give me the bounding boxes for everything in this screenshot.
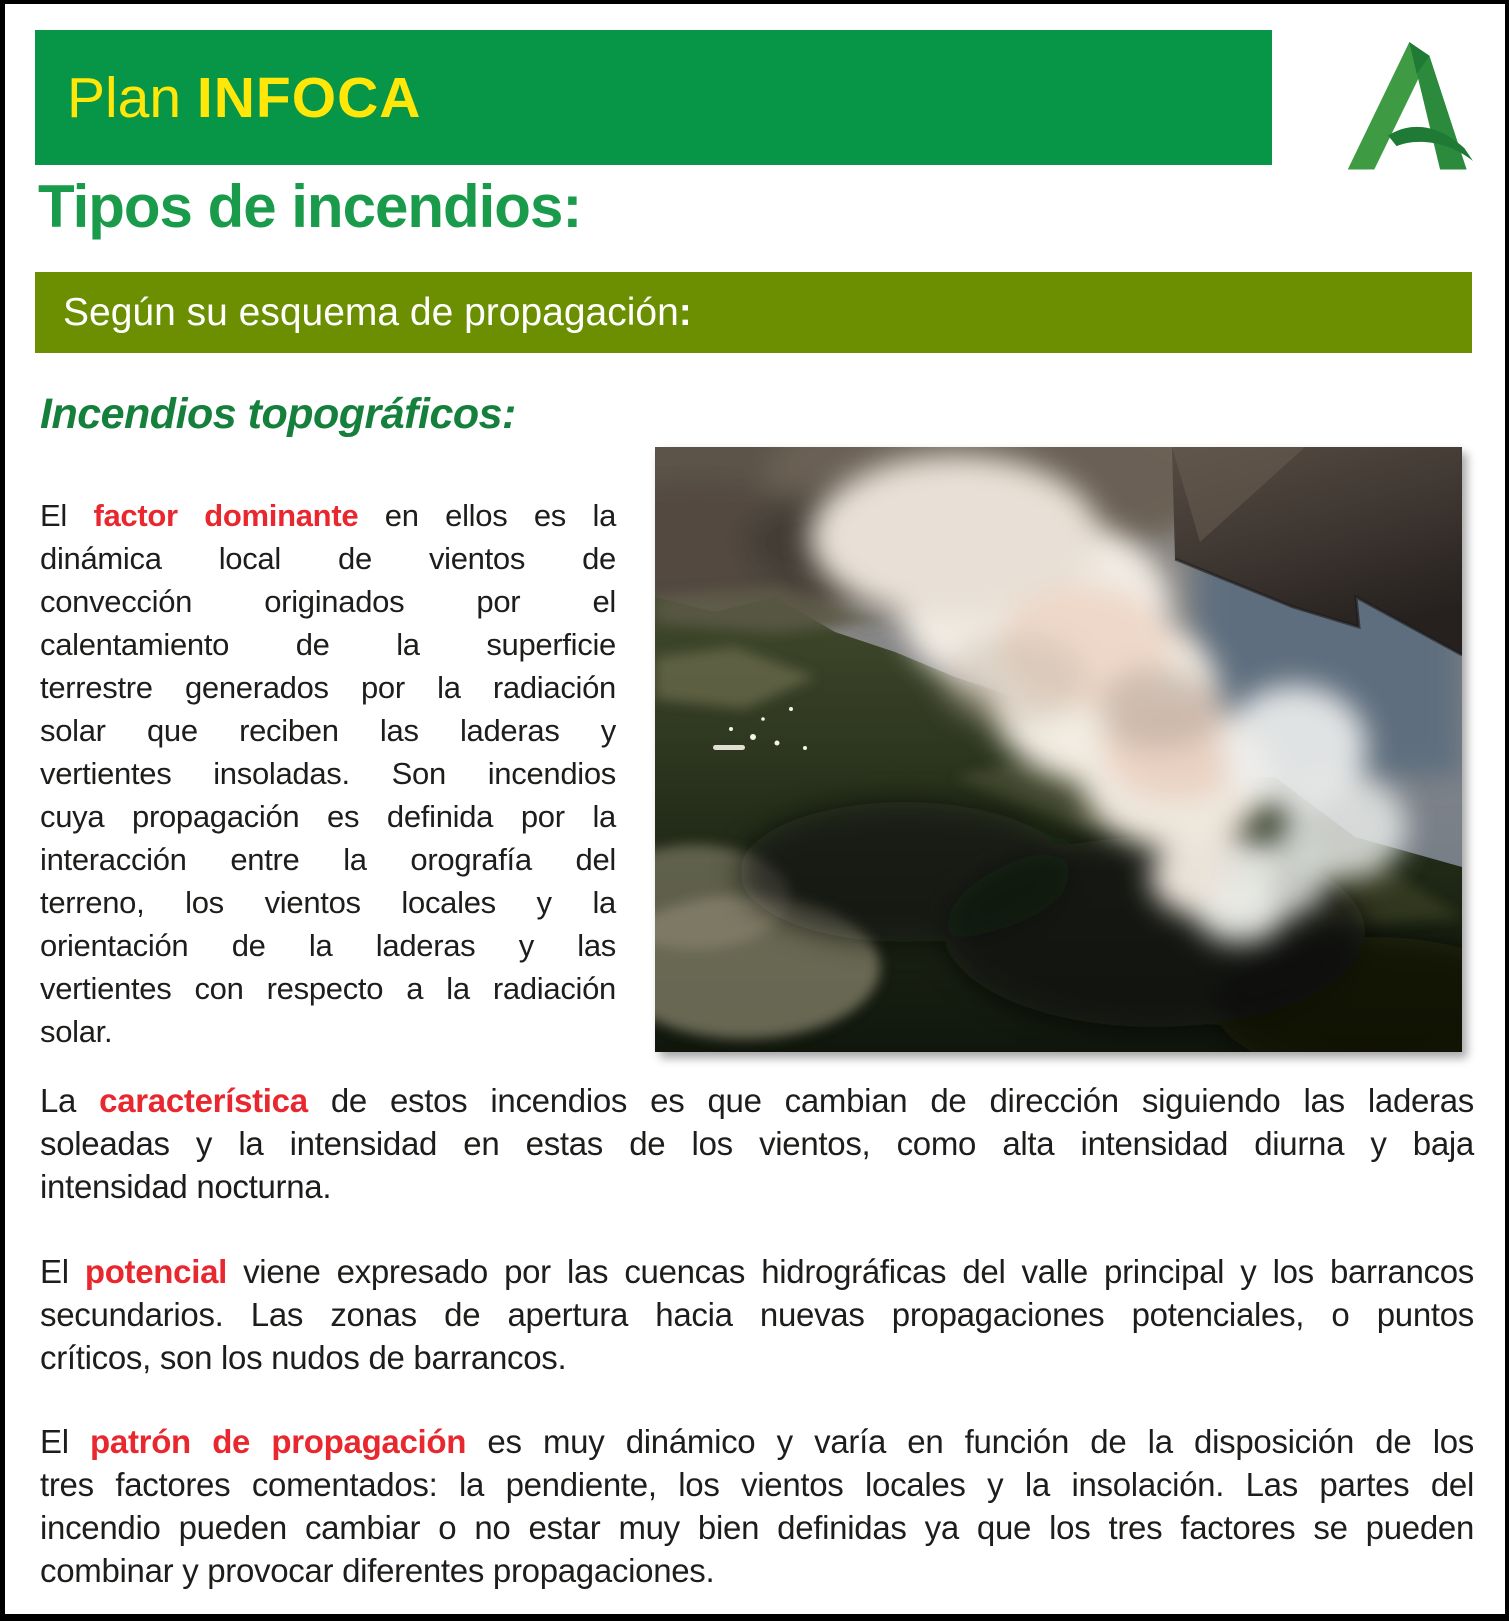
aerial-wildfire-smoke-photo bbox=[655, 447, 1462, 1052]
text-line: El factor dominante en ellos es la bbox=[40, 498, 617, 533]
text-line: críticos, son los nudos de barrancos. bbox=[40, 1339, 567, 1376]
paragraph-factor-dominante bbox=[40, 494, 616, 1053]
text-line: tres factores comentados: la pendiente, los vientos locales y la insolación. Las partes del bbox=[40, 1466, 1474, 1503]
page-title: Tipos de incendios: bbox=[38, 173, 582, 240]
text-line: calentamiento de la superficie bbox=[40, 627, 616, 662]
text-line: soleadas y la intensidad en estas de los vientos, como alta intensidad diurna y baja bbox=[40, 1125, 1474, 1162]
header-title-bold: INFOCA bbox=[196, 65, 422, 130]
text-line: vertientes con respecto a la radiación bbox=[40, 971, 616, 1006]
text-line: convección originados por el bbox=[40, 584, 616, 619]
text-line: interacción entre la orografía del bbox=[40, 842, 616, 877]
paragraph-potencial bbox=[40, 1250, 1474, 1379]
text-line: terrestre generados por la radiación bbox=[40, 670, 616, 705]
text-line: solar. bbox=[40, 1014, 113, 1049]
text-line: intensidad nocturna. bbox=[40, 1168, 332, 1205]
text-line: secundarios. Las zonas de apertura hacia nuevas propagaciones potenciales, o puntos bbox=[40, 1296, 1474, 1333]
text-line: terreno, los vientos locales y la bbox=[40, 885, 616, 920]
header-title-regular: Plan bbox=[67, 65, 197, 130]
paragraph-caracteristica bbox=[40, 1079, 1474, 1208]
highlight-factor-dominante: factor dominante bbox=[93, 498, 359, 533]
paragraph-patron-propagacion bbox=[40, 1420, 1474, 1592]
text-line: combinar y provocar diferentes propagaciones. bbox=[40, 1552, 715, 1589]
header-bar bbox=[35, 30, 1272, 165]
sub-header-text: Según su esquema de propagación: bbox=[63, 290, 692, 334]
text-line: incendio pueden cambiar o no estar muy bien definidas ya que los tres factores se pueden bbox=[40, 1509, 1474, 1546]
highlight-patron-propagacion: patrón de propagación bbox=[90, 1423, 467, 1460]
text-line: dinámica local de vientos de bbox=[40, 541, 616, 576]
header-title bbox=[67, 65, 421, 131]
text-line: La característica de estos incendios es que cambian de dirección siguiendo las laderas bbox=[40, 1082, 1474, 1119]
text-line: orientación de la laderas y las bbox=[40, 928, 616, 963]
highlight-caracteristica: característica bbox=[99, 1082, 308, 1119]
junta-de-andalucia-a-logo-icon bbox=[1335, 40, 1473, 172]
text-line: El potencial viene expresado por las cuencas hidrográficas del valle principal y los barrancos bbox=[40, 1253, 1474, 1290]
topic-heading: Incendios topográficos: bbox=[40, 390, 516, 438]
sub-header-bar bbox=[35, 272, 1472, 353]
text-line: El patrón de propagación es muy dinámico y varía en función de la disposición de los bbox=[40, 1423, 1474, 1460]
highlight-potencial: potencial bbox=[84, 1253, 228, 1290]
text-line: vertientes insoladas. Son incendios bbox=[40, 756, 616, 791]
text-line: cuya propagación es definida por la bbox=[40, 799, 616, 834]
text-line: solar que reciben las laderas y bbox=[40, 713, 616, 748]
